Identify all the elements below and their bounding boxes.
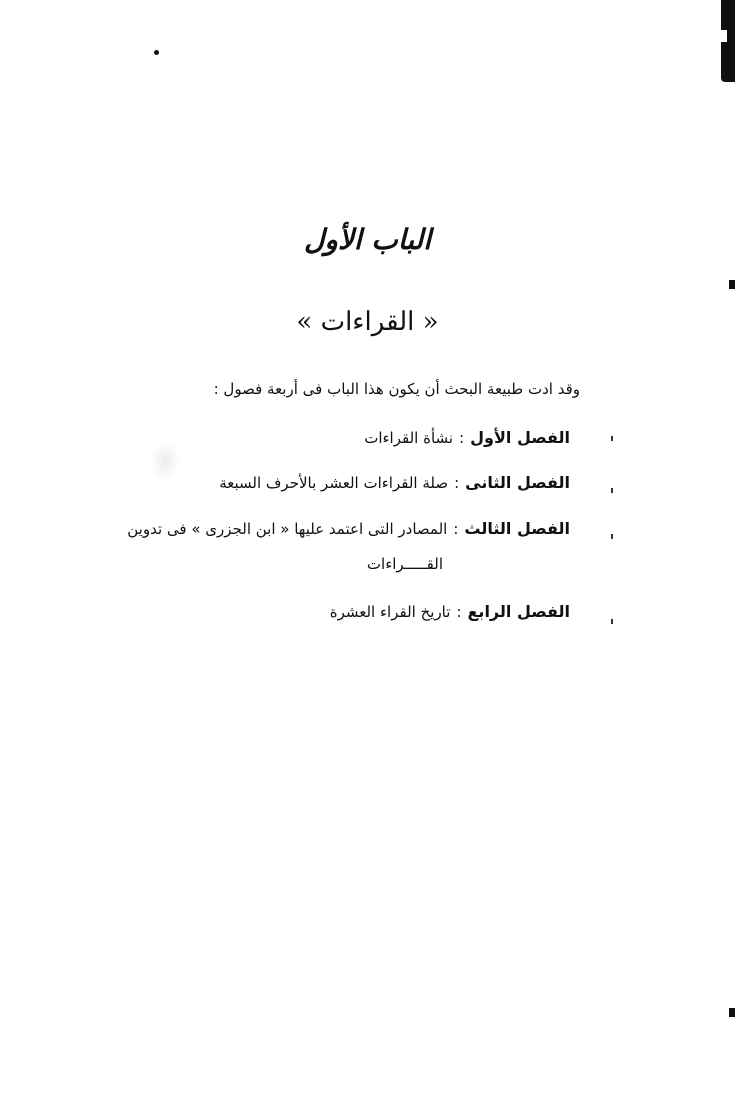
chapter-entry-3 bbox=[127, 514, 570, 544]
margin-tick bbox=[611, 534, 613, 539]
chapter-text-continuation: القـــــراءات bbox=[366, 555, 443, 573]
scan-edge-mark bbox=[721, 0, 735, 82]
chapter-entry-4 bbox=[330, 597, 570, 627]
margin-tick bbox=[611, 488, 613, 493]
chapter-label: الفصل الثالث bbox=[464, 519, 570, 538]
chapter-text: المصادر التى اعتمد عليها « ابن الجزرى » فى تدوين bbox=[127, 520, 448, 538]
scan-smudge bbox=[150, 440, 180, 484]
chapter-separator: : bbox=[453, 520, 459, 538]
scan-dot bbox=[154, 50, 159, 55]
chapter-label: الفصل الرابع bbox=[467, 602, 570, 621]
chapter-title: الباب الأول bbox=[303, 223, 431, 256]
scan-edge-speck bbox=[729, 280, 735, 289]
chapter-text: صلة القراءات العشر بالأحرف السبعة bbox=[219, 474, 449, 492]
intro-paragraph: وقد ادت طبيعة البحث أن يكون هذا الباب فى أربعة فصول : bbox=[213, 380, 580, 398]
chapter-text: تاريخ القراء العشرة bbox=[329, 603, 451, 621]
chapter-entry-2 bbox=[219, 468, 570, 498]
chapter-label: الفصل الثانى bbox=[465, 473, 570, 492]
chapter-label: الفصل الأول bbox=[470, 428, 570, 447]
chapter-separator: : bbox=[459, 429, 465, 447]
section-title: « القراءات » bbox=[296, 307, 439, 337]
scan-edge-speck bbox=[729, 1008, 735, 1017]
chapter-text: نشأة القراءات bbox=[364, 429, 454, 447]
chapter-separator: : bbox=[454, 474, 460, 492]
margin-tick bbox=[611, 619, 613, 624]
chapter-separator: : bbox=[456, 603, 462, 621]
margin-tick bbox=[611, 436, 613, 441]
chapter-entry-1 bbox=[364, 423, 570, 453]
